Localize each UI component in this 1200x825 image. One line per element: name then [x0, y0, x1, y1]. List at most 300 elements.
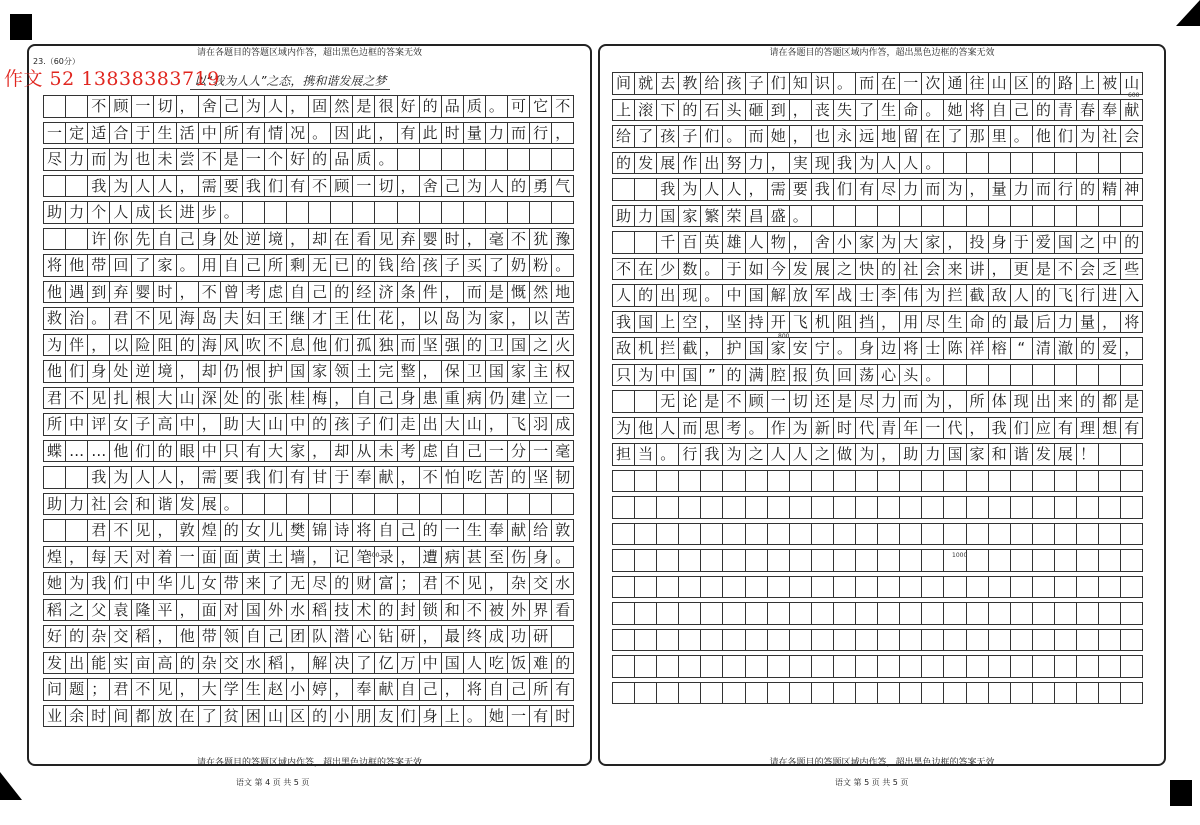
- grid-cell: 体: [988, 390, 1011, 413]
- grid-cell: [634, 655, 657, 678]
- left-header-notice: 请在各题目的答题区域内作答，超出黑色边框的答案无效: [196, 48, 422, 58]
- grid-cell: ，: [745, 178, 768, 201]
- grid-cell: 出: [656, 284, 679, 307]
- grid-cell: [722, 496, 745, 519]
- grid-cell: 无: [286, 572, 309, 595]
- grid-cell: 录: [374, 546, 397, 569]
- grid-cell: 尽: [921, 311, 944, 334]
- grid-cell: 人: [899, 152, 922, 175]
- grid-cell: 成: [485, 625, 508, 648]
- grid-cell: 拦: [656, 337, 679, 360]
- grid-cell: 孩: [722, 72, 745, 95]
- grid-cell: [966, 523, 989, 546]
- grid-cell: 大: [153, 387, 176, 410]
- grid-cell: [789, 655, 812, 678]
- grid-cell: 发: [634, 152, 657, 175]
- grid-cell: 来: [1054, 390, 1077, 413]
- grid-cell: [612, 602, 635, 625]
- grid-cell: 身: [397, 387, 420, 410]
- grid-cell: 以: [109, 334, 132, 357]
- grid-cell: [612, 390, 635, 413]
- grid-cell: 吃: [485, 652, 508, 675]
- grid-cell: [656, 655, 679, 678]
- grid-cell: [485, 148, 508, 171]
- grid-cell: [767, 496, 790, 519]
- grid-cell: 治: [65, 307, 88, 330]
- grid-cell: 我: [242, 466, 265, 489]
- grid-cell: 不: [131, 307, 154, 330]
- grid-cell: 品: [330, 148, 353, 171]
- grid-cell: 外: [264, 599, 287, 622]
- grid-cell: 犹: [529, 228, 552, 251]
- grid-cell: 现: [678, 284, 701, 307]
- grid-cell: 间: [109, 705, 132, 728]
- grid-cell: 来: [943, 258, 966, 281]
- grid-cell: 见: [153, 678, 176, 701]
- grid-cell: [943, 364, 966, 387]
- grid-cell: 人: [877, 152, 900, 175]
- grid-cell: 见: [153, 307, 176, 330]
- grid-cell: 我: [811, 178, 834, 201]
- grid-cell: 阻: [833, 311, 856, 334]
- grid-cell: ，: [176, 466, 199, 489]
- grid-cell: ，: [943, 390, 966, 413]
- grid-cell: 自: [441, 440, 464, 463]
- grid-cell: [1054, 655, 1077, 678]
- grid-cell: 发: [176, 493, 199, 516]
- grid-cell: [789, 523, 812, 546]
- grid-cell: 舍: [198, 95, 221, 118]
- grid-cell: 许: [87, 228, 110, 251]
- grid-cell: 一: [485, 440, 508, 463]
- grid-cell: 生: [463, 519, 486, 542]
- grid-cell: 不: [722, 390, 745, 413]
- grid-cell: [943, 205, 966, 228]
- grid-cell: 它: [529, 95, 552, 118]
- grid-cell: [855, 576, 878, 599]
- grid-cell: 成: [551, 413, 574, 436]
- grid-cell: 将: [463, 678, 486, 701]
- grid-cell: 交: [220, 652, 243, 675]
- grid-cell: [656, 549, 679, 572]
- grid-cell: 们: [131, 440, 154, 463]
- grid-cell: 都: [131, 705, 154, 728]
- grid-cell: [966, 576, 989, 599]
- grid-cell: [966, 152, 989, 175]
- grid-cell: 敌: [612, 337, 635, 360]
- grid-cell: 所: [43, 413, 66, 436]
- grid-cell: 卫: [485, 334, 508, 357]
- grid-cell: [678, 602, 701, 625]
- grid-cell: [1098, 655, 1121, 678]
- grid-cell: [811, 470, 834, 493]
- grid-cell: [877, 602, 900, 625]
- grid-cell: [634, 602, 657, 625]
- grid-cell: [722, 655, 745, 678]
- grid-cell: 出: [419, 413, 442, 436]
- grid-cell: 黄: [242, 546, 265, 569]
- grid-cell: 子: [352, 413, 375, 436]
- grid-cell: [811, 629, 834, 652]
- grid-cell: 勇: [529, 175, 552, 198]
- grid-cell: 春: [1076, 99, 1099, 122]
- grid-cell: 尽: [877, 178, 900, 201]
- grid-cell: 。: [176, 254, 199, 277]
- grid-cell: 舍: [811, 231, 834, 254]
- grid-cell: 论: [678, 390, 701, 413]
- grid-cell: [65, 175, 88, 198]
- grid-cell: [789, 602, 812, 625]
- grid-row: [43, 599, 573, 622]
- grid-cell: 不: [109, 519, 132, 542]
- grid-cell: [656, 682, 679, 705]
- grid-cell: 时: [551, 705, 574, 728]
- grid-cell: 小: [833, 231, 856, 254]
- grid-cell: 不: [198, 148, 221, 171]
- grid-cell: 不: [507, 228, 530, 251]
- grid-cell: [722, 523, 745, 546]
- grid-cell: ，: [176, 599, 199, 622]
- grid-cell: [65, 95, 88, 118]
- grid-cell: [899, 602, 922, 625]
- grid-cell: 伤: [507, 546, 530, 569]
- grid-cell: ，: [966, 178, 989, 201]
- grid-cell: 荣: [722, 205, 745, 228]
- grid-cell: 夫: [220, 307, 243, 330]
- grid-cell: 每: [87, 546, 110, 569]
- grid-cell: 自: [242, 625, 265, 648]
- grid-cell: 子: [745, 72, 768, 95]
- grid-cell: 行: [678, 443, 701, 466]
- grid-cell: [1120, 655, 1143, 678]
- grid-cell: [767, 523, 790, 546]
- grid-cell: 应: [1032, 417, 1055, 440]
- grid-cell: ，: [153, 519, 176, 542]
- grid-cell: 次: [921, 72, 944, 95]
- grid-cell: 教: [678, 72, 701, 95]
- grid-cell: 韧: [551, 466, 574, 489]
- grid-cell: 强: [441, 334, 464, 357]
- grid-cell: 为: [43, 334, 66, 357]
- watermark: 作文 52 13838383719: [4, 68, 220, 90]
- grid-cell: [1076, 496, 1099, 519]
- grid-cell: 水: [242, 652, 265, 675]
- grid-cell: 却: [198, 360, 221, 383]
- grid-row: [43, 519, 573, 542]
- grid-cell: 病: [463, 387, 486, 410]
- grid-cell: 上: [1076, 72, 1099, 95]
- grid-cell: 。: [308, 122, 331, 145]
- grid-cell: 困: [242, 705, 265, 728]
- grid-cell: 适: [87, 122, 110, 145]
- grid-cell: 是: [352, 95, 375, 118]
- grid-cell: [1076, 549, 1099, 572]
- grid-cell: 而: [507, 122, 530, 145]
- char-count-1000: 1000: [952, 552, 968, 559]
- grid-cell: 的: [1120, 231, 1143, 254]
- grid-cell: 展: [198, 493, 221, 516]
- grid-cell: 人: [131, 175, 154, 198]
- grid-cell: 将: [1120, 311, 1143, 334]
- grid-cell: 国: [745, 284, 768, 307]
- grid-cell: 问: [43, 678, 66, 701]
- grid-cell: 有: [551, 678, 574, 701]
- registration-mark-bottom-left: [0, 772, 22, 800]
- grid-cell: 之: [1076, 231, 1099, 254]
- grid-cell: [877, 576, 900, 599]
- grid-cell: 。: [700, 258, 723, 281]
- grid-cell: 见: [463, 572, 486, 595]
- grid-cell: 水: [286, 599, 309, 622]
- left-footer-notice: 请在各题目的答题区域内作答，超出黑色边框的答案无效: [196, 758, 422, 768]
- grid-cell: 质: [352, 148, 375, 171]
- grid-cell: 息: [286, 334, 309, 357]
- grid-cell: 社: [87, 493, 110, 516]
- grid-cell: 婴: [419, 228, 442, 251]
- grid-cell: [1120, 443, 1143, 466]
- grid-cell: 讲: [966, 258, 989, 281]
- grid-cell: [1032, 523, 1055, 546]
- grid-cell: ，: [877, 311, 900, 334]
- grid-cell: 至: [485, 546, 508, 569]
- grid-cell: 所: [264, 254, 287, 277]
- grid-cell: 尝: [176, 148, 199, 171]
- grid-cell: 的: [330, 281, 353, 304]
- grid-cell: [833, 576, 856, 599]
- grid-cell: 助: [43, 493, 66, 516]
- grid-cell: 情: [264, 122, 287, 145]
- grid-cell: [943, 629, 966, 652]
- grid-cell: 只: [612, 364, 635, 387]
- grid-row: [612, 205, 1142, 228]
- char-count-800: 800: [778, 333, 790, 340]
- grid-cell: [1010, 655, 1033, 678]
- grid-cell: 献: [374, 466, 397, 489]
- grid-cell: [833, 523, 856, 546]
- grid-cell: ，: [988, 258, 1011, 281]
- grid-cell: [877, 205, 900, 228]
- grid-cell: 子: [131, 413, 154, 436]
- grid-cell: 他: [43, 281, 66, 304]
- grid-cell: 时: [87, 705, 110, 728]
- grid-cell: 而: [745, 125, 768, 148]
- grid-cell: 年: [899, 417, 922, 440]
- grid-cell: [722, 470, 745, 493]
- grid-cell: 护: [264, 360, 287, 383]
- grid-cell: 。: [921, 152, 944, 175]
- grid-cell: 一: [242, 148, 265, 171]
- grid-cell: 尽: [308, 572, 331, 595]
- grid-cell: 在: [634, 258, 657, 281]
- grid-cell: 合: [109, 122, 132, 145]
- grid-cell: [855, 549, 878, 572]
- grid-cell: 权: [551, 360, 574, 383]
- grid-cell: 的: [308, 705, 331, 728]
- grid-cell: 逆: [131, 360, 154, 383]
- grid-cell: 王: [330, 307, 353, 330]
- grid-cell: 山: [988, 72, 1011, 95]
- grid-cell: 己: [308, 281, 331, 304]
- grid-row: [43, 201, 573, 224]
- grid-cell: 挡: [855, 311, 878, 334]
- grid-cell: [1076, 523, 1099, 546]
- grid-cell: 为: [463, 175, 486, 198]
- grid-cell: 和: [988, 443, 1011, 466]
- grid-cell: ，: [966, 417, 989, 440]
- grid-cell: 她: [43, 572, 66, 595]
- grid-cell: 不: [551, 95, 574, 118]
- grid-cell: 之: [833, 258, 856, 281]
- grid-row: [612, 231, 1142, 254]
- grid-cell: 有: [397, 122, 420, 145]
- grid-cell: [656, 496, 679, 519]
- grid-cell: 远: [855, 125, 878, 148]
- grid-cell: [700, 655, 723, 678]
- grid-cell: 交: [109, 625, 132, 648]
- grid-cell: 是: [1032, 258, 1055, 281]
- grid-cell: [1098, 523, 1121, 546]
- grid-cell: [921, 205, 944, 228]
- grid-cell: 。: [374, 148, 397, 171]
- grid-cell: [921, 629, 944, 652]
- grid-cell: [722, 576, 745, 599]
- grid-cell: 救: [43, 307, 66, 330]
- grid-cell: 为: [877, 231, 900, 254]
- grid-cell: [1120, 549, 1143, 572]
- grid-cell: 满: [745, 364, 768, 387]
- grid-cell: 们: [833, 178, 856, 201]
- grid-cell: 量: [1076, 311, 1099, 334]
- grid-cell: 为: [943, 178, 966, 201]
- grid-cell: 考: [397, 440, 420, 463]
- grid-cell: ，: [176, 95, 199, 118]
- grid-cell: 定: [65, 122, 88, 145]
- grid-cell: [43, 228, 66, 251]
- grid-cell: 李: [877, 284, 900, 307]
- grid-cell: 的: [176, 652, 199, 675]
- grid-cell: 的: [176, 334, 199, 357]
- grid-cell: 己: [419, 678, 442, 701]
- grid-cell: ，: [176, 281, 199, 304]
- grid-cell: 了: [264, 572, 287, 595]
- grid-cell: 家: [286, 440, 309, 463]
- grid-cell: 下: [656, 99, 679, 122]
- grid-cell: [1054, 576, 1077, 599]
- grid-cell: [397, 493, 420, 516]
- grid-cell: 我: [700, 443, 723, 466]
- grid-cell: 我: [833, 152, 856, 175]
- grid-cell: 团: [286, 625, 309, 648]
- grid-cell: [634, 390, 657, 413]
- grid-cell: ；: [87, 678, 110, 701]
- grid-cell: 主: [529, 360, 552, 383]
- grid-cell: [966, 602, 989, 625]
- grid-cell: 固: [308, 95, 331, 118]
- grid-cell: ，: [789, 231, 812, 254]
- grid-cell: 我: [988, 417, 1011, 440]
- grid-cell: 飞: [507, 413, 530, 436]
- grid-cell: 将: [899, 337, 922, 360]
- grid-cell: [352, 493, 375, 516]
- grid-cell: 的: [308, 148, 331, 171]
- grid-cell: 扎: [109, 387, 132, 410]
- grid-cell: 有: [1054, 417, 1077, 440]
- grid-cell: 对: [220, 599, 243, 622]
- grid-cell: 边: [877, 337, 900, 360]
- grid-cell: 切: [153, 95, 176, 118]
- grid-cell: 为: [109, 148, 132, 171]
- grid-cell: [855, 496, 878, 519]
- grid-row: [612, 125, 1142, 148]
- grid-cell: 有: [286, 175, 309, 198]
- grid-cell: 要: [789, 178, 812, 201]
- grid-cell: 墙: [286, 546, 309, 569]
- grid-cell: [833, 549, 856, 572]
- grid-cell: 见: [87, 387, 110, 410]
- grid-cell: [634, 629, 657, 652]
- grid-cell: [700, 496, 723, 519]
- grid-cell: 有: [529, 705, 552, 728]
- grid-row: [612, 576, 1142, 599]
- grid-cell: 间: [612, 72, 635, 95]
- grid-cell: 在: [921, 125, 944, 148]
- grid-cell: ，: [485, 572, 508, 595]
- grid-cell: 们: [264, 175, 287, 198]
- grid-cell: 此: [352, 122, 375, 145]
- grid-cell: “: [1010, 337, 1033, 360]
- grid-cell: 而: [899, 390, 922, 413]
- grid-cell: [943, 655, 966, 678]
- grid-cell: 煌: [198, 519, 221, 542]
- grid-cell: 高: [153, 652, 176, 675]
- grid-cell: 物: [767, 231, 790, 254]
- grid-cell: 他: [176, 625, 199, 648]
- grid-cell: ，: [308, 546, 331, 569]
- grid-cell: 队: [308, 625, 331, 648]
- grid-cell: [1098, 602, 1121, 625]
- grid-cell: ，: [441, 281, 464, 304]
- grid-cell: 一: [131, 95, 154, 118]
- grid-cell: 虑: [419, 440, 442, 463]
- grid-cell: [1054, 523, 1077, 546]
- grid-cell: 都: [1098, 390, 1121, 413]
- grid-cell: [745, 470, 768, 493]
- grid-cell: [1010, 629, 1033, 652]
- grid-cell: 中: [722, 284, 745, 307]
- grid-cell: [833, 655, 856, 678]
- grid-cell: [921, 523, 944, 546]
- grid-cell: 如: [745, 258, 768, 281]
- grid-cell: 然: [529, 281, 552, 304]
- grid-cell: 爱: [1098, 337, 1121, 360]
- grid-cell: [1032, 364, 1055, 387]
- grid-cell: 的: [1032, 99, 1055, 122]
- grid-cell: 大: [441, 413, 464, 436]
- grid-cell: 豫: [551, 228, 574, 251]
- grid-cell: 完: [374, 360, 397, 383]
- grid-cell: [1054, 549, 1077, 572]
- grid-cell: 买: [463, 254, 486, 277]
- grid-cell: [507, 201, 530, 224]
- grid-cell: 女: [109, 413, 132, 436]
- grid-cell: 力: [1010, 178, 1033, 201]
- grid-cell: 。: [463, 705, 486, 728]
- grid-cell: [43, 175, 66, 198]
- grid-cell: 敌: [988, 284, 1011, 307]
- grid-cell: 怕: [441, 466, 464, 489]
- grid-cell: 坚: [419, 334, 442, 357]
- grid-cell: 。: [551, 254, 574, 277]
